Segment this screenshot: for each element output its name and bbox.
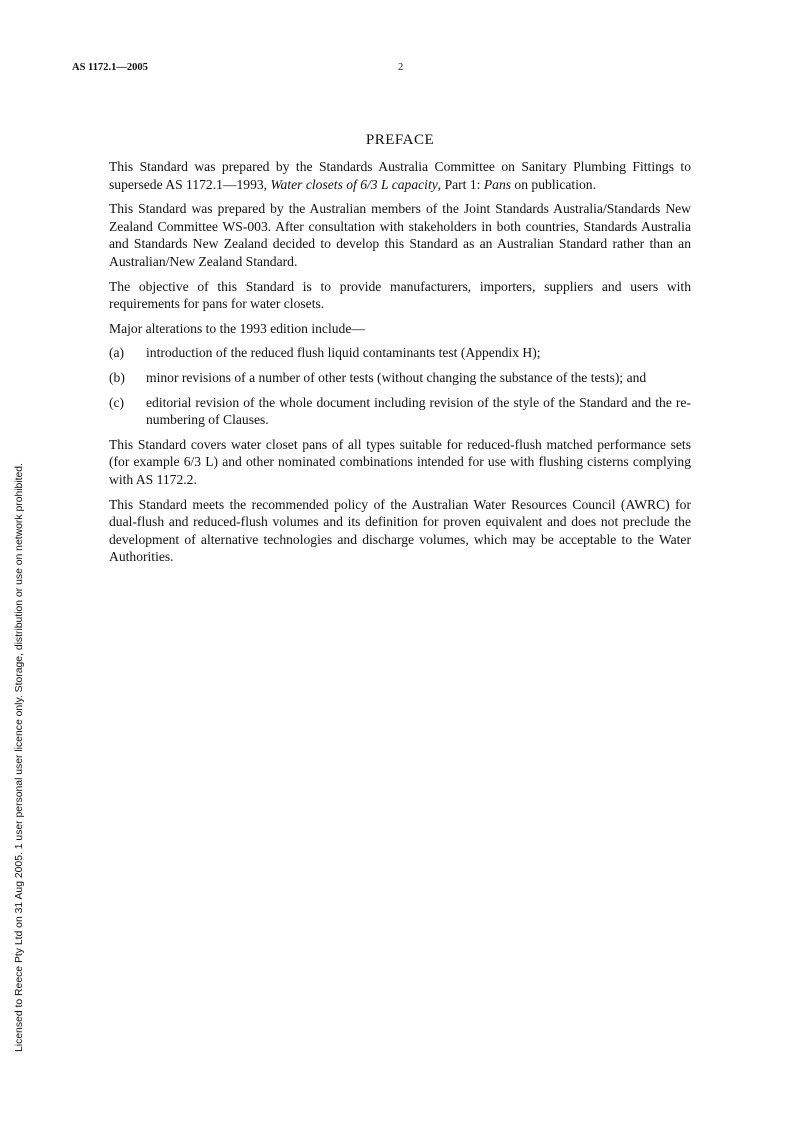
paragraph-committee: This Standard was prepared by the Australian members of the Joint Standards Australia/Standards New Zealand Committee WS-003. After consultation with stakeholders in both countries, Standards Australia and Standards New Zealand decided to develop this Standard as an Australian Standard rather than an Australian/New Zealand Standard. xyxy=(109,201,691,269)
page-header xyxy=(72,62,728,78)
list-item-text: introduction of the reduced flush liquid contaminants test (Appendix H); xyxy=(146,345,541,361)
page-title: PREFACE xyxy=(365,132,435,148)
referenced-part-title: Pans xyxy=(483,176,512,192)
paragraph-alterations-intro: Major alterations to the 1993 edition include— xyxy=(109,320,365,336)
list-marker: (c) xyxy=(109,394,125,410)
paragraph-text: on publication. xyxy=(511,176,596,192)
paragraph-text: , Part 1: xyxy=(437,176,484,192)
paragraph-supersede xyxy=(109,158,691,193)
list-marker: (a) xyxy=(109,345,125,361)
document-id: AS 1172.1—2005 xyxy=(72,62,148,73)
paragraph-objective: The objective of this Standard is to provide manufacturers, importers, suppliers and users with requirements for pans for water closets. xyxy=(109,278,691,312)
referenced-title: Water closets of 6/3 L capacity xyxy=(270,176,438,192)
paragraph-text: This Standard was prepared by the Standards Australia Committee on Sanitary Plumbing Fittings to supersede AS 1172.1—1993, xyxy=(109,159,691,192)
licence-watermark: Licensed to Reece Pty Ltd on 31 Aug 2005. 1 user personal user licence only. Storage, distribution or use on network prohibited. xyxy=(14,463,25,1052)
list-marker: (b) xyxy=(109,369,125,385)
paragraph-scope: This Standard covers water closet pans of all types suitable for reduced-flush matched performance sets (for example 6/3 L) and other nominated combinations intended for use with flushing cisterns complying with AS 1172.2. xyxy=(109,436,691,487)
list-item-text: minor revisions of a number of other tests (without changing the substance of the tests); and xyxy=(146,369,647,385)
list-item-text: editorial revision of the whole document including revision of the style of the Standard and the re-numbering of Clauses. xyxy=(146,394,691,428)
list-item xyxy=(109,394,691,429)
paragraph-policy: This Standard meets the recommended policy of the Australian Water Resources Council (AWRC) for dual-flush and reduced-flush volumes and its definition for proven equivalent and does not preclude the development of alternative technologies and discharge volumes, which may be acceptable to the Water Authorities. xyxy=(109,496,691,565)
list-item xyxy=(109,369,691,387)
list-item xyxy=(109,344,691,362)
page-number: 2 xyxy=(398,62,404,73)
preface-body xyxy=(109,158,691,573)
